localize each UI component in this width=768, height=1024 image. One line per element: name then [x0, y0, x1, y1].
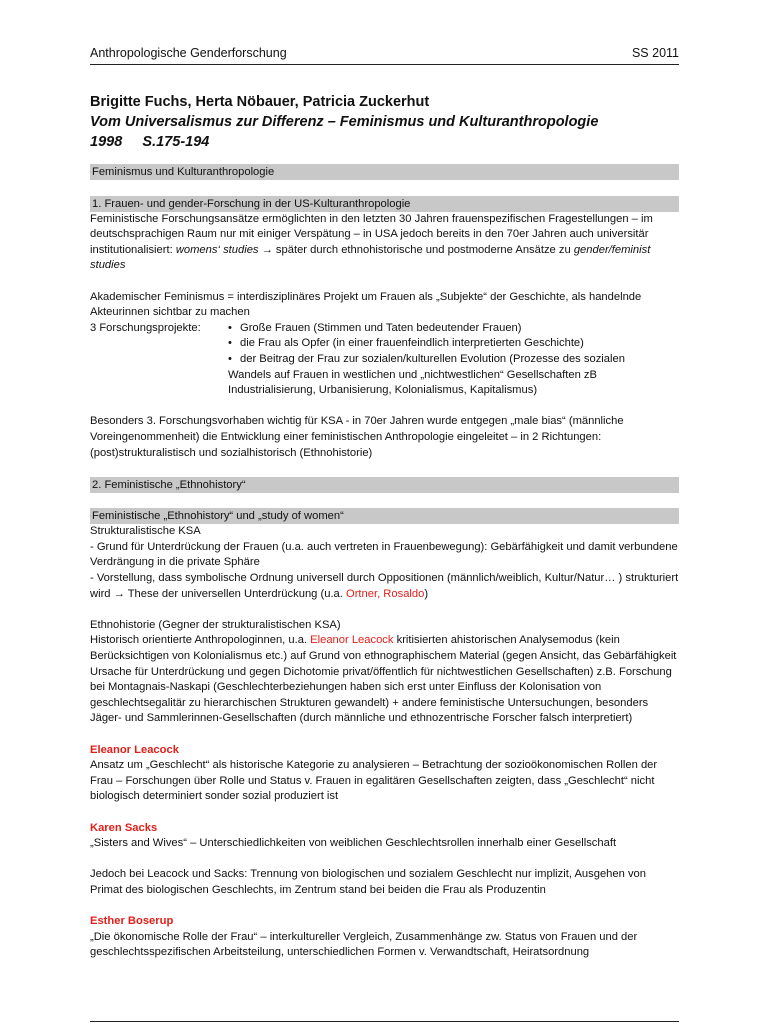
- womens-studies-term: womens‘ studies: [175, 243, 259, 256]
- leacock-heading: Eleanor Leacock: [90, 743, 179, 756]
- projects-label: 3 Forschungsprojekte:: [90, 321, 201, 334]
- list-item: • die Frau als Opfer (in einer frauenfeindlich interpretierten Geschichte): [90, 336, 679, 352]
- title-block: [90, 92, 679, 152]
- bullet-icon: •: [228, 352, 232, 365]
- list-item-continuation: Wandels auf Frauen in westlichen und „nichtwestlichen“ Gesellschaften zB Industrialisierung, Urbanisierung, Kolonialismus, Kapitalismus): [228, 368, 597, 397]
- structuralist-title: Strukturalistische KSA: [90, 525, 201, 538]
- ethnohistory-title: Ethnohistorie (Gegner der strukturalistischen KSA): [90, 618, 341, 631]
- leacock-text: Ansatz um „Geschlecht“ als historische Kategorie zu analysieren – Betrachtung der sozioökonomischen Rollen der Frau – Forschungen über Rolle und Status v. Frauen in egalitären Gesellschaften zeigten, dass „Geschlecht“ nicht biologisch determiniert sonder sozial produziert ist: [90, 759, 658, 803]
- document-page: [90, 0, 679, 1024]
- document-body: [90, 164, 679, 961]
- section-heading-main: Feminismus und Kulturanthropologie: [90, 164, 679, 180]
- footer-rule: [90, 1021, 679, 1022]
- paragraph-male-bias: Besonders 3. Forschungsvorhaben wichtig für KSA - in 70er Jahren wurde entgegen „male bias“ (männliche Voreingenommenheit) die Entwicklung einer feministischen Anthropologie eingeleitet – in 2 Richtungen: (post)strukturalistisch und sozialhistorisch (Ethnohistorie): [90, 415, 624, 459]
- paragraph-research: Feministische Forschungsansätze ermöglichten in den letzten 30 Jahren frauenspezifischen Fragestellungen – im deutschsprachigen Raum nur mit einiger Verspätung – in USA jedoch bereits in den 70er Jahren auch universitär institutionalisiert: womens‘ studies → später durch ethnohistorische und postmoderne Ansätze zu gender/feminist studies: [90, 212, 653, 272]
- term-label: SS 2011: [631, 46, 679, 60]
- ortner-rosaldo: Ortner, Rosaldo: [346, 587, 425, 600]
- work-title: Vom Universalismus zur Differenz – Feminismus und Kulturanthropologie: [90, 114, 599, 130]
- sacks-text: „Sisters and Wives“ – Unterschiedlichkeiten von weiblichen Geschlechtsrollen innerhalb einer Gesellschaft: [90, 837, 617, 850]
- publication-info: [90, 132, 679, 152]
- bullet-icon: •: [228, 321, 232, 334]
- structuralist-point-2: - Vorstellung, dass symbolische Ordnung universell durch Oppositionen (männlich/weiblich, Kultur/Natur… ) strukturiert wird → These der universellen Unterdrückung (u.a. Ortner, Rosaldo): [90, 572, 679, 600]
- boserup-text: „Die ökonomische Rolle der Frau“ – interkultureller Vergleich, Zusammenhänge zw. Status von Frauen und der geschlechtsspezifischen Arbeitsteilung, unterschiedlichen Formen v. Verwandtschaft, Heiratsordnung: [90, 930, 638, 959]
- section-heading-1: 1. Frauen- und gender-Forschung in der US-Kulturanthropologie: [90, 196, 679, 212]
- year: 1998: [90, 134, 123, 150]
- page-header: [90, 44, 679, 65]
- bullet-icon: •: [228, 337, 232, 350]
- sacks-heading: Karen Sacks: [90, 821, 158, 834]
- list-item: • Große Frauen (Stimmen und Taten bedeutender Frauen): [90, 321, 679, 337]
- subsection-heading: Feministische „Ethnohistory“ und „study of women“: [90, 508, 679, 524]
- ethnohistory-paragraph: Historisch orientierte Anthropologinnen, u.a. Eleanor Leacock kritisierten ahistorischen Analysemodus (kein Berücksichtigen von Kolonialismus etc.) auf Grund von ethnographischem Material (gegen Ansicht, das Gebärfähigkeit Ursache für Unterdrückung und gegen Dichotomie privat/öffentlich für nichtwestlichen Gesellschaften) z.B. Forschung bei Montagnais-Naskapi (Geschlechterbeziehungen haben sich erst unter Einfluss der Kolonisation von geschlechtsegalitär zu hierarchischen Strukturen gewandelt) + andere feministische Untersuchungen, besonders Jäger- und Sammlerinnen-Gesellschaften (durch männliche und ethnozentrische Forscher falsch interpretiert): [90, 634, 677, 725]
- paragraph-academic-feminism: Akademischer Feminismus = interdisziplinäres Projekt um Frauen als „Subjekte“ der Geschichte, als handelnde Akteurinnen sichtbar zu machen: [90, 290, 642, 319]
- authors: Brigitte Fuchs, Herta Nöbauer, Patricia Zuckerhut: [90, 94, 430, 110]
- boserup-heading: Esther Boserup: [90, 915, 174, 928]
- list-item: • der Beitrag der Frau zur sozialen/kulturellen Evolution (Prozesse des sozialen: [90, 352, 679, 368]
- pages: S.175-194: [142, 134, 210, 150]
- gender-studies-term: gender/feminist studies: [90, 243, 651, 272]
- section-heading-2: 2. Feministische „Ethnohistory“: [90, 477, 679, 493]
- research-projects: [90, 321, 679, 399]
- course-title: Anthropologische Genderforschung: [90, 46, 287, 60]
- leacock-name-inline: Eleanor Leacock: [310, 634, 394, 647]
- leacock-sacks-text: Jedoch bei Leacock und Sacks: Trennung von biologischen und sozialem Geschlecht nur implizit, Ausgehen von Primat des biologischen Geschlechts, im Zentrum stand bei beiden die Frau als Produzentin: [90, 868, 646, 896]
- structuralist-point-1: - Grund für Unterdrückung der Frauen (u.a. auch vertreten in Frauenbewegung): Gebärfähigkeit und damit verbundene Verdrängung in die private Sphäre: [90, 540, 678, 569]
